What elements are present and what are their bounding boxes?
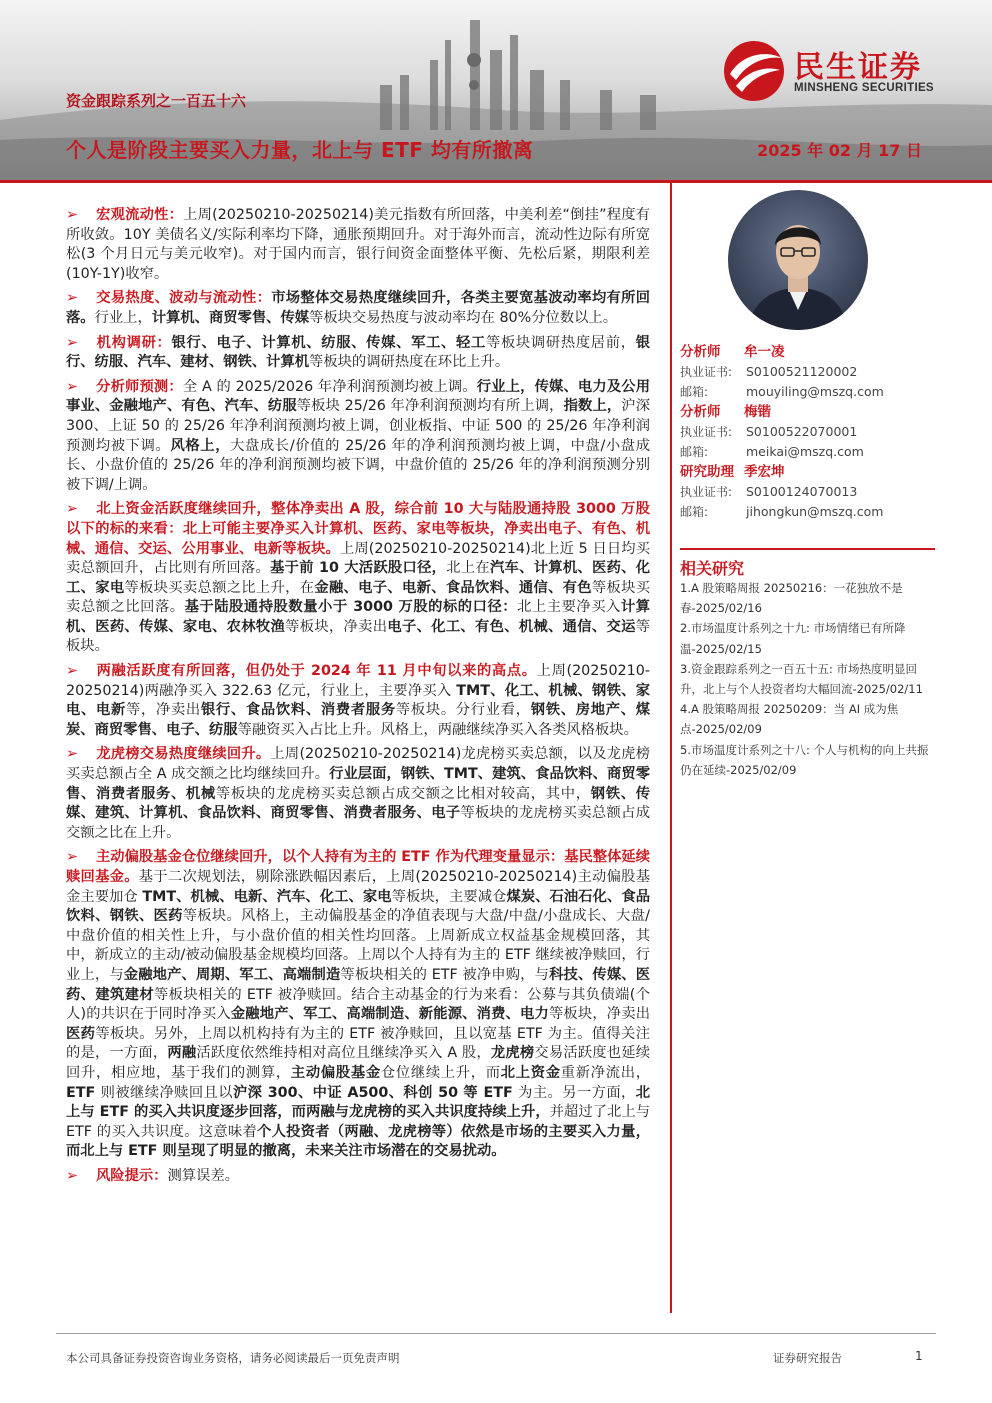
bullet-heading: 两融活跃度有所回落，但仍处于 2024 年 11 月中旬以来的高点。 [95, 663, 537, 680]
bullet-text: 行业层面，钢铁、TMT、建筑、食品饮料、商贸零售、消费者服务、机械 [66, 766, 650, 802]
cert-label: 执业证书: [680, 485, 733, 499]
summary-bullet [66, 334, 650, 373]
analyst-list [680, 342, 935, 522]
analyst-email-row [680, 502, 935, 522]
bullet-text: 计算机、医药、传媒、家电、农林牧渔 [66, 599, 651, 635]
header-banner [0, 0, 992, 180]
bullet-text: ETF [66, 1084, 101, 1101]
bullet-text: 科技、传媒、医药、建筑建材 [66, 966, 651, 1003]
bullet-text: 钢铁、传媒、建筑、计算机、食品饮料、商贸零售、消费者服务、电子 [66, 785, 651, 822]
bullet-text: 计算机、商贸零售、传媒 [151, 309, 310, 326]
summary-bullet [66, 500, 650, 657]
bullet-text: 北上资金 [500, 1064, 561, 1081]
bullet-text: 全 A 的 2025/2026 年净利润预测均被上调。 [182, 378, 477, 395]
analyst-photo [728, 190, 868, 330]
email-label: 邮箱: [680, 505, 709, 519]
bullet-text: 活跃度依然维持相对高位且继续净买入 A 股， [196, 1045, 491, 1062]
bullet-text: 大盘成长/价值的 25/26 年的净利润预测均被上调，中盘/小盘成长、小盘价值的 25/26 年的净利润预测均被下调，中盘价值的 25/26 年的净利润预测分别被下调/上调。 [66, 437, 651, 493]
analyst-name-row [680, 402, 935, 422]
analyst-role: 分析师 [680, 344, 721, 360]
bullet-text: 等板块，净卖出 [285, 618, 388, 635]
bullet-text: 市场整体交易热度继续回升，各类主要宽基波动率均有所回落。 [66, 290, 650, 326]
email-link[interactable]: mouyiling@mszq.com [746, 384, 884, 399]
report-series: 资金跟踪系列之一百五十六 [66, 92, 247, 110]
analyst-name: 牟一凌 [744, 344, 785, 360]
bullet-text: 北上主要净买入 [517, 599, 621, 616]
analyst-name-row [680, 342, 935, 362]
bullet-text: 风格上， [170, 437, 231, 454]
bullet-text: 等板块，主要减仓 [391, 888, 507, 905]
email-link[interactable]: jihongkun@mszq.com [746, 504, 884, 519]
bullet-text: 金融地产、周期、军工、高端制造 [123, 966, 341, 983]
bullet-text: 测算误差。 [167, 1167, 239, 1184]
bullet-heading: 机构调研： [95, 334, 172, 351]
bullet-text: 等融资买入占比上升。风格上，两融继续净买入各类风格板块。 [237, 721, 638, 738]
summary-bullet [66, 206, 650, 284]
analyst-role: 分析师 [680, 404, 721, 420]
bullet-text: 重新净流出， [560, 1064, 651, 1081]
cert-number: S0100521120002 [746, 364, 858, 379]
bullet-text: 等板块。风格上，主动偏股基金的净值表现与大盘/中盘/小盘成长、大盘/中盘价值的相关性上升，与小盘价值的相关性均回落。上周新成立权益基金规模回落，其中，新成立的主动/被动偏股基金规模均回落。上周以个人持有为主的 ETF 继续被净赎回，行业上，与 [66, 908, 651, 983]
cert-label: 执业证书: [680, 425, 733, 439]
bullet-text: TMT、化工、机械、钢铁、家电、电新 [66, 682, 650, 719]
bullet-text: 银行、纺服、汽车、建材、钢铁、计算机 [66, 334, 651, 371]
bullet-text: 等板块相关的 ETF 被净赎回。结合主动基金的行为来看：公募与其负债端(个人)的共识在于同时净买入 [66, 986, 651, 1023]
bullet-text: 龙虎榜 [490, 1045, 535, 1062]
bullet-heading: 宏观流动性： [95, 207, 184, 223]
bullet-heading: 龙虎榜交易热度继续回升。 [95, 746, 271, 763]
bullet-text: 北上在 [446, 560, 490, 577]
footer-doc-type: 证券研究报告 [773, 1351, 842, 1365]
cert-number: S0100522070001 [746, 424, 858, 439]
bullet-text: 煤炭、石油石化、食品饮料、钢铁、医药 [66, 888, 650, 925]
bullet-text: 为主。另一方面， [518, 1084, 636, 1101]
company-logo [722, 40, 967, 102]
analyst-email-row [680, 382, 935, 402]
bullet-text: 行业上，传媒、电力及公用事业、金融地产、有色、汽车、纺服 [66, 378, 651, 415]
bullet-text: 基于二次规划法，剔除涨跌幅因素后，上周(20250210-20250214)主动偏股基金主要加仓 [66, 869, 651, 905]
bullet-text: 等板块。分行业看， [395, 702, 531, 719]
cert-number: S0100124070013 [746, 484, 858, 499]
bullet-text: 上周(20250210-20250214)北上近 5 日日均买卖总额回升，占比则有所回落。 [66, 540, 650, 577]
report-date: 2025 年 02 月 17 日 [757, 141, 922, 160]
bullet-text: 医药 [66, 1025, 96, 1042]
bullet-text: 等板块调研热度居前， [485, 334, 636, 351]
email-label: 邮箱: [680, 385, 709, 399]
analyst-cert-row [680, 422, 935, 442]
bullet-text: 等板块 25/26 年净利润预测均有所上调， [296, 398, 564, 415]
related-research-item[interactable]: 3.资金跟踪系列之一百五十五: 市场热度明显回升，北上与个人投资者均大幅回流-2025/02/11 [680, 661, 923, 697]
analyst-name: 季宏坤 [744, 464, 785, 480]
summary-bullet [66, 745, 650, 843]
bullet-text: 等板块的龙虎榜买卖总额占成交额之比在上升。 [66, 805, 651, 841]
analyst-name-row [680, 462, 935, 482]
bullet-text: TMT、机械、电新、汽车、化工、家电 [142, 888, 392, 905]
bullet-text: 指数上， [563, 398, 622, 415]
bullet-arrow-icon: ➢ [66, 207, 78, 223]
related-research-item[interactable]: 4.A 股策略周报 20250209：当 AI 成为焦点-2025/02/09 [680, 702, 899, 737]
bullet-text: 银行、电子、计算机、纺服、传媒、军工、轻工 [171, 334, 486, 351]
bullet-arrow-icon: ➢ [66, 849, 78, 866]
bullet-heading: 北上资金活跃度继续回升，整体净卖出 A 股，综合前 10 大与陆股通持股 3000 万股以下的标的来看：北上可能主要净买入计算机、医药、家电等板块，净卖出电子、有色、机械、通信、交运、公用事业、电新等板块。 [66, 501, 650, 557]
minsheng-logo-icon [722, 40, 788, 102]
bullet-text: 等板块。 [66, 618, 651, 655]
bullet-text: 沪深 300、上证 50 的 25/26 年净利润预测均被上调，创业板指、中证 500 的 25/26 年净利润预测均被下调。 [66, 398, 651, 454]
summary-bullet [66, 848, 650, 1162]
report-headline: 个人是阶段主要买入力量，北上与 ETF 均有所撤离 [66, 138, 534, 162]
bullet-text: 上周(20250210-20250214)龙虎榜买卖总额，以及龙虎榜买卖总额占全 A 成交额之比均继续回升。 [66, 746, 650, 783]
bullet-text: 北上与 ETF 的买入共识度逐步回落，而两融与龙虎榜的买入共识度持续上升， [66, 1084, 651, 1121]
bullet-text: 金融地产、军工、高端制造、新能源、消费、电力 [230, 1006, 549, 1023]
bullet-heading: 主动偏股基金仓位继续回升，以个人持有为主的 ETF 作为代理变量显示：基民整体延续赎回基金。 [66, 849, 650, 885]
bullet-text: 钢铁、房地产、煤炭、商贸零售、电子、纺服 [66, 702, 651, 738]
analyst-portrait-image [728, 190, 868, 330]
bullet-text: 两融 [167, 1045, 197, 1062]
summary-column [66, 206, 650, 1192]
footer-disclaimer: 本公司具备证券投资咨询业务资格，请务必阅读最后一页免责声明 [66, 1351, 400, 1365]
page-number: 1 [915, 1349, 923, 1363]
bullet-text: 等，净卖出 [125, 702, 201, 719]
bullet-text: 金融、电子、电新、食品饮料、通信、有色 [314, 579, 592, 596]
related-research-item[interactable]: 2.市场温度计系列之十九: 市场情绪已有所降温-2025/02/15 [680, 621, 906, 656]
bullet-text: 行业上， [94, 309, 152, 326]
bullet-arrow-icon: ➢ [66, 501, 78, 518]
related-research-item[interactable]: 5.市场温度计系列之十八: 个人与机构的向上共振仍在延续-2025/02/09 [680, 742, 929, 777]
bullet-text: 个人投资者（两融、龙虎榜等）依然是市场的主要买入力量，而北上与 ETF 则呈现了明显的撤离，未来关注市场潜在的交易扰动。 [66, 1123, 650, 1160]
summary-bullet [66, 289, 650, 328]
analyst-email-row [680, 442, 935, 462]
related-research-list [680, 578, 930, 780]
cert-label: 执业证书: [680, 365, 733, 379]
bullet-text: 交易活跃度也延续回升，相应地，基于我们的测算， [66, 1045, 651, 1081]
bullet-text: 仓位继续上升，而 [380, 1064, 501, 1081]
logo-chinese-name: 民生证券 [794, 50, 922, 85]
bullet-heading: 风险提示： [95, 1167, 168, 1184]
bullet-arrow-icon: ➢ [66, 290, 78, 307]
related-research-title: 相关研究 [680, 548, 935, 579]
bullet-text: 银行、食品饮料、消费者服务 [200, 702, 396, 719]
bullet-text: 基于前 10 大活跃股口径， [270, 560, 447, 577]
bullet-text: 等板块买卖总额之比上升，在 [124, 579, 315, 596]
bullet-text: 基于陆股通持股数量小于 3000 万股的标的口径： [184, 599, 518, 616]
summary-bullet [66, 378, 650, 496]
bullet-text: 主动偏股基金 [290, 1064, 381, 1081]
column-divider [670, 183, 672, 1313]
bullet-arrow-icon: ➢ [66, 1167, 78, 1184]
footer-divider [56, 1333, 936, 1334]
bullet-heading: 分析师预测： [95, 378, 183, 395]
bullet-text: 等板块相关的 ETF 被净申购，与 [340, 966, 550, 983]
analyst-cert-row [680, 482, 935, 502]
summary-bullet [66, 662, 650, 740]
bullet-text: 电子、化工、有色、机械、通信、交运 [387, 618, 636, 635]
bullet-arrow-icon: ➢ [66, 663, 78, 680]
related-research-item[interactable]: 1.A 股策略周报 20250216：一花独放不是春-2025/02/16 [680, 581, 903, 616]
bullet-text: 上周(20250210-20250214)两融净买入 322.63 亿元，行业上，主要净买入 [66, 663, 650, 699]
header-divider [0, 180, 992, 183]
email-label: 邮箱: [680, 445, 709, 459]
bullet-arrow-icon: ➢ [66, 746, 78, 763]
bullet-text: 沪深 300、中证 A500、科创 50 等 ETF [232, 1084, 519, 1101]
bullet-heading: 交易热度、波动与流动性： [95, 290, 272, 307]
bullet-text: 则被继续净赎回且以 [100, 1084, 233, 1101]
bullet-arrow-icon: ➢ [66, 378, 78, 395]
bullet-text: 并超过了北上与 ETF 的买入共识度。这意味着 [66, 1104, 650, 1140]
bullet-text: 等板块，净卖出 [548, 1006, 651, 1023]
analyst-name: 梅锴 [744, 404, 771, 420]
analyst-role: 研究助理 [680, 464, 734, 480]
bullet-text: 等板块。另外，上周以机构持有为主的 ETF 被净赎回，且以宽基 ETF 为主。值得关注的是，一方面， [66, 1025, 651, 1062]
bullet-arrow-icon: ➢ [66, 334, 78, 351]
bullet-text: 等板块的调研热度在环比上升。 [309, 354, 510, 371]
summary-bullet [66, 1167, 650, 1187]
logo-english-name: MINSHENG SECURITIES [794, 82, 934, 94]
email-link[interactable]: meikai@mszq.com [746, 444, 864, 459]
bullet-text: 等板块买卖总额之比回落。 [66, 579, 651, 616]
bullet-text: 上周(20250210-20250214)美元指数有所回落，中美利差“倒挂”程度有所收敛。10Y 美债名义/实际利率均下降，通胀预期回升。对于海外而言，流动性边际有所宽松(3 个月日元与美元收窄)。对于国内而言，银行间资金面整体平衡、先松后紧，期限利差(10Y-1Y)收窄。 [66, 207, 650, 282]
bullet-text: 汽车、计算机、医药、化工、家电 [66, 560, 651, 596]
analyst-cert-row [680, 362, 935, 382]
bullet-text: 等板块交易热度与波动率均在 80%分位数以上。 [309, 309, 618, 326]
bullet-text: 等板块的龙虎榜买卖总额占成交额之比相对较高，其中， [215, 785, 591, 802]
